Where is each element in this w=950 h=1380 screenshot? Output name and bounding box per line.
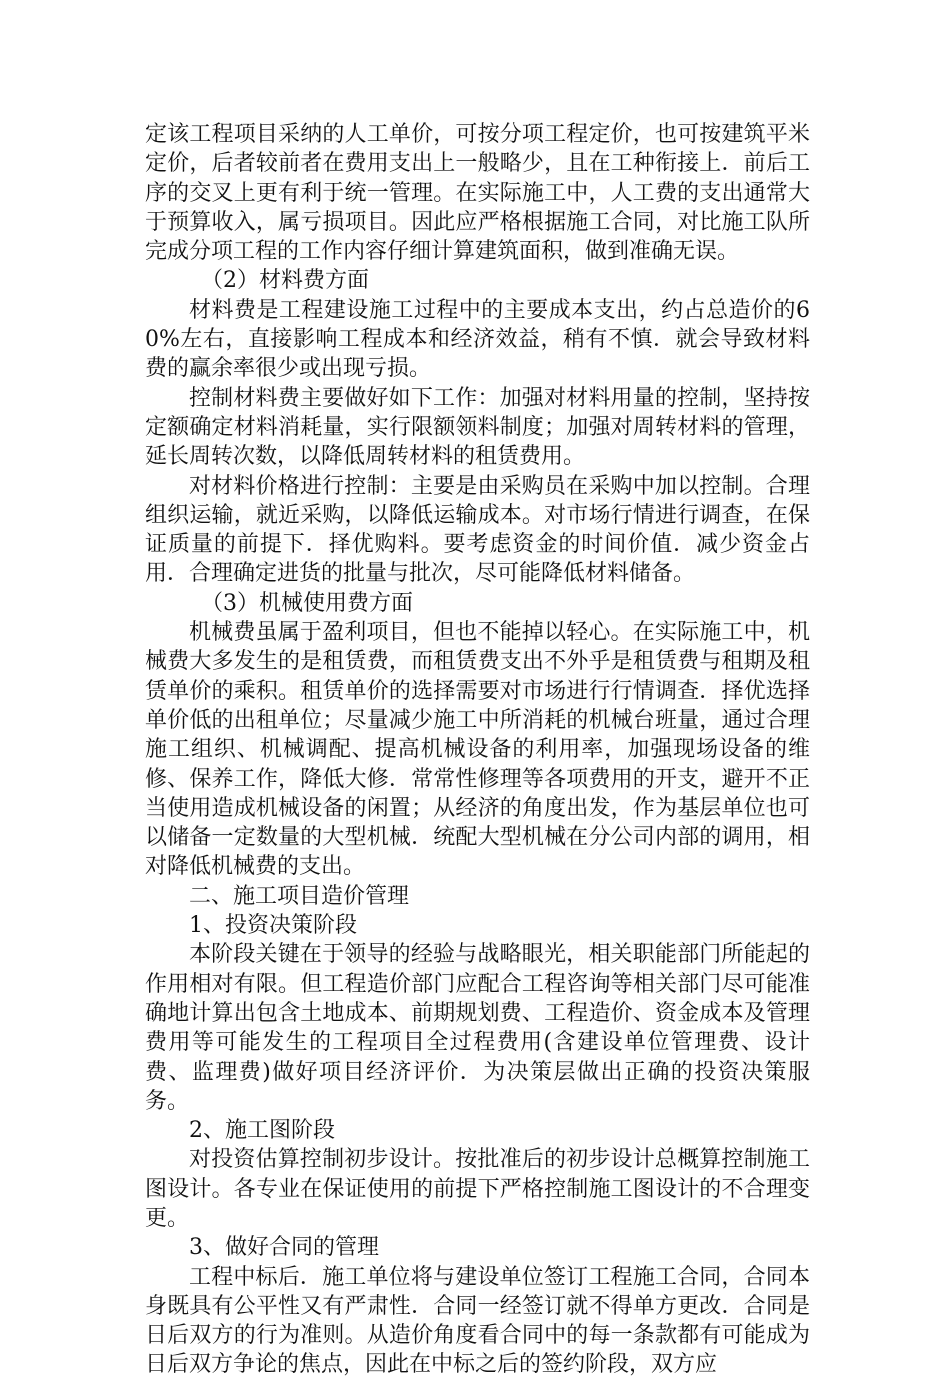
paragraph-machinery-cost: 机械费虽属于盈利项目，但也不能掉以轻心。在实际施工中，机械费大多发生的是租赁费，而租赁费支出不外乎是租赁费与租期及租赁单价的乘积。租赁单价的选择需要对市场进行行情调查．择优选择单价低的出租单位；尽量减少施工中所消耗的机械台班量，通过合理施工组织、机械调配、提高机械设备的利用率，加强现场设备的维修、保养工作，降低大修．常常性修理等各项费用的开支，避开不正当使用造成机械设备的闲置；从经济的角度出发，作为基层单位也可以储备一定数量的大型机械．统配大型机械在分公司内部的调用，相对降低机械费的支出。 xyxy=(145,620,810,880)
document-body xyxy=(145,120,810,1380)
paragraph-contract-management: 工程中标后．施工单位将与建设单位签订工程施工合同，合同本身既具有公平性又有严肃性．合同一经签订就不得单方更改．合同是日后双方的行为准则。从造价角度看合同中的每一条款都有可能成为日后双方争论的焦点，因此在中标之后的签约阶段，双方应 xyxy=(145,1264,810,1378)
paragraph-material-control: 控制材料费主要做好如下工作：加强对材料用量的控制，坚持按定额确定材料消耗量，实行限额领料制度；加强对周转材料的管理，延长周转次数，以降低周转材料的租赁费用。 xyxy=(145,385,810,470)
paragraph-construction-drawing: 对投资估算控制初步设计。按批准后的初步设计总概算控制施工图设计。各专业在保证使用的前提下严格控制施工图设计的不合理变更。 xyxy=(145,1147,810,1231)
heading-contract-management: 3、做好合同的管理 xyxy=(189,1235,379,1261)
paragraph-labor-cost-continued: 定该工程项目采纳的人工单价，可按分项工程定价，也可按建筑平米定价，后者较前者在费用支出上一般略少，且在工种衔接上．前后工序的交叉上更有利于统一管理。在实际施工中，人工费的支出通常大于预算收入，属亏损项目。因此应严格根据施工合同，对比施工队所完成分项工程的工作内容仔细计算建筑面积，做到准确无误。 xyxy=(145,122,810,265)
heading-construction-drawing: 2、施工图阶段 xyxy=(189,1118,335,1144)
heading-machinery-cost: （3）机械使用费方面 xyxy=(201,590,413,616)
heading-investment-decision: 1、投资决策阶段 xyxy=(189,913,357,939)
heading-material-cost: （2）材料费方面 xyxy=(201,268,369,294)
paragraph-material-price: 对材料价格进行控制：主要是由采购员在采购中加以控制。合理组织运输，就近采购，以降低运输成本。对市场行情进行调查，在保证质量的前提下．择优购料。要考虑资金的时间价值．减少资金占用．合理确定进货的批量与批次，尽可能降低材料储备。 xyxy=(145,473,810,587)
heading-cost-management: 二、施工项目造价管理 xyxy=(189,883,410,909)
paragraph-material-cost-intro: 材料费是工程建设施工过程中的主要成本支出，约占总造价的60%左右，直接影响工程成本和经济效益，稍有不慎．就会导致材料费的赢余率很少或出现亏损。 xyxy=(145,297,810,382)
paragraph-investment-decision: 本阶段关键在于领导的经验与战略眼光，相关职能部门所能起的作用相对有限。但工程造价部门应配合工程咨询等相关部门尽可能准确地计算出包含土地成本、前期规划费、工程造价、资金成本及管理费用等可能发生的工程项目全过程费用(含建设单位管理费、设计费、监理费)做好项目经济评价．为决策层做出正确的投资决策服务。 xyxy=(145,942,810,1114)
